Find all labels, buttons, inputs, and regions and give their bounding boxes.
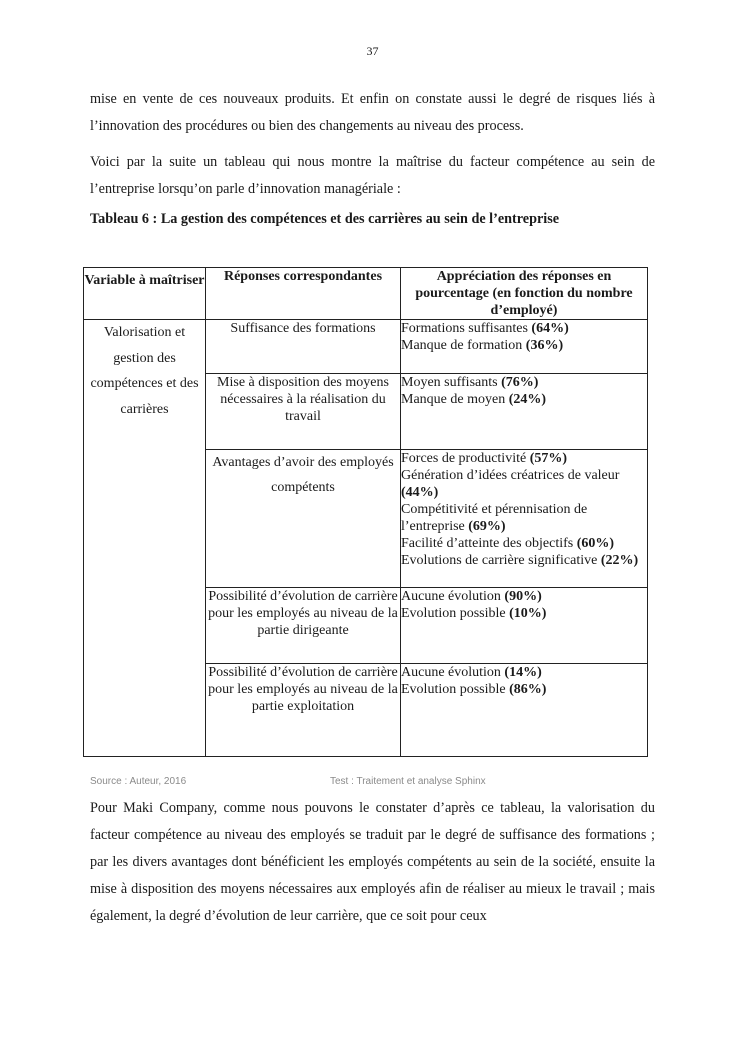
table-row: [84, 320, 648, 374]
appreciation-item: Forces de productivité (57%): [401, 451, 568, 466]
appreciation-item: Facilité d’atteinte des objectifs (60%): [401, 536, 615, 551]
appreciation-item: Compétitivité et pérennisation de l’entreprise (69%): [401, 502, 588, 534]
response-cell: Possibilité d’évolution de carrière pour les employés au niveau de la partie exploitation: [206, 664, 401, 757]
intro-paragraph-2: Voici par la suite un tableau qui nous montre la maîtrise du facteur compétence au sein de l’entreprise lorsqu’on parle d’innovation managériale :: [90, 154, 655, 197]
appreciation-cell: [401, 320, 648, 374]
page-number: 37: [366, 44, 379, 58]
appreciation-item: Formations suffisantes (64%): [401, 321, 569, 336]
response-cell: Possibilité d’évolution de carrière pour les employés au niveau de la partie dirigeante: [206, 588, 401, 664]
intro-paragraph-1: mise en vente de ces nouveaux produits. Et enfin on constate aussi le degré de risques liés à l’innovation des procédures ou bien des changements au niveau des process.: [90, 91, 655, 134]
competence-table: [83, 267, 648, 757]
appreciation-cell: [401, 374, 648, 450]
appreciation-item: Evolutions de carrière significative (22%): [401, 553, 639, 568]
appreciation-item: Aucune évolution (14%): [401, 665, 542, 680]
appreciation-item: Evolution possible (86%): [401, 682, 547, 697]
appreciation-cell: [401, 588, 648, 664]
header-variable: Variable à maîtriser: [84, 268, 206, 320]
table-caption: Tableau 6 : La gestion des compétences et des carrières au sein de l’entreprise: [90, 211, 560, 227]
appreciation-cell: [401, 664, 648, 757]
appreciation-item: Evolution possible (10%): [401, 606, 547, 621]
table-header-row: [84, 268, 648, 320]
variable-cell: Valorisation et gestion des compétences et des carrières: [84, 320, 206, 757]
processing-note: Test : Traitement et analyse Sphinx: [330, 776, 486, 787]
response-cell: Mise à disposition des moyens nécessaires à la réalisation du travail: [206, 374, 401, 450]
source-note: Source : Auteur, 2016: [90, 776, 187, 787]
response-cell: Avantages d’avoir des employés compétents: [206, 450, 401, 588]
header-appreciation: Appréciation des réponses en pourcentage (en fonction du nombre d’employé): [401, 268, 648, 320]
appreciation-item: Manque de moyen (24%): [401, 392, 547, 407]
response-cell: Suffisance des formations: [206, 320, 401, 374]
appreciation-cell: [401, 450, 648, 588]
appreciation-item: Aucune évolution (90%): [401, 589, 542, 604]
header-responses: Réponses correspondantes: [206, 268, 401, 320]
appreciation-item: Moyen suffisants (76%): [401, 375, 539, 390]
conclusion-paragraph: Pour Maki Company, comme nous pouvons le constater d’après ce tableau, la valorisation du facteur compétence au niveau des employés se traduit par le degré de suffisance des formations ; par les divers avantages dont bénéficient les employés compétents au sein de la société, ensuite la mise à disposition des moyens nécessaires aux employés afin de réaliser au mieux le travail ; mais également, la degré d’évolution de leur carrière, que ce soit pour ceux: [90, 800, 655, 924]
appreciation-item: Manque de formation (36%): [401, 338, 564, 353]
appreciation-item: Génération d’idées créatrices de valeur (44%): [401, 468, 620, 500]
